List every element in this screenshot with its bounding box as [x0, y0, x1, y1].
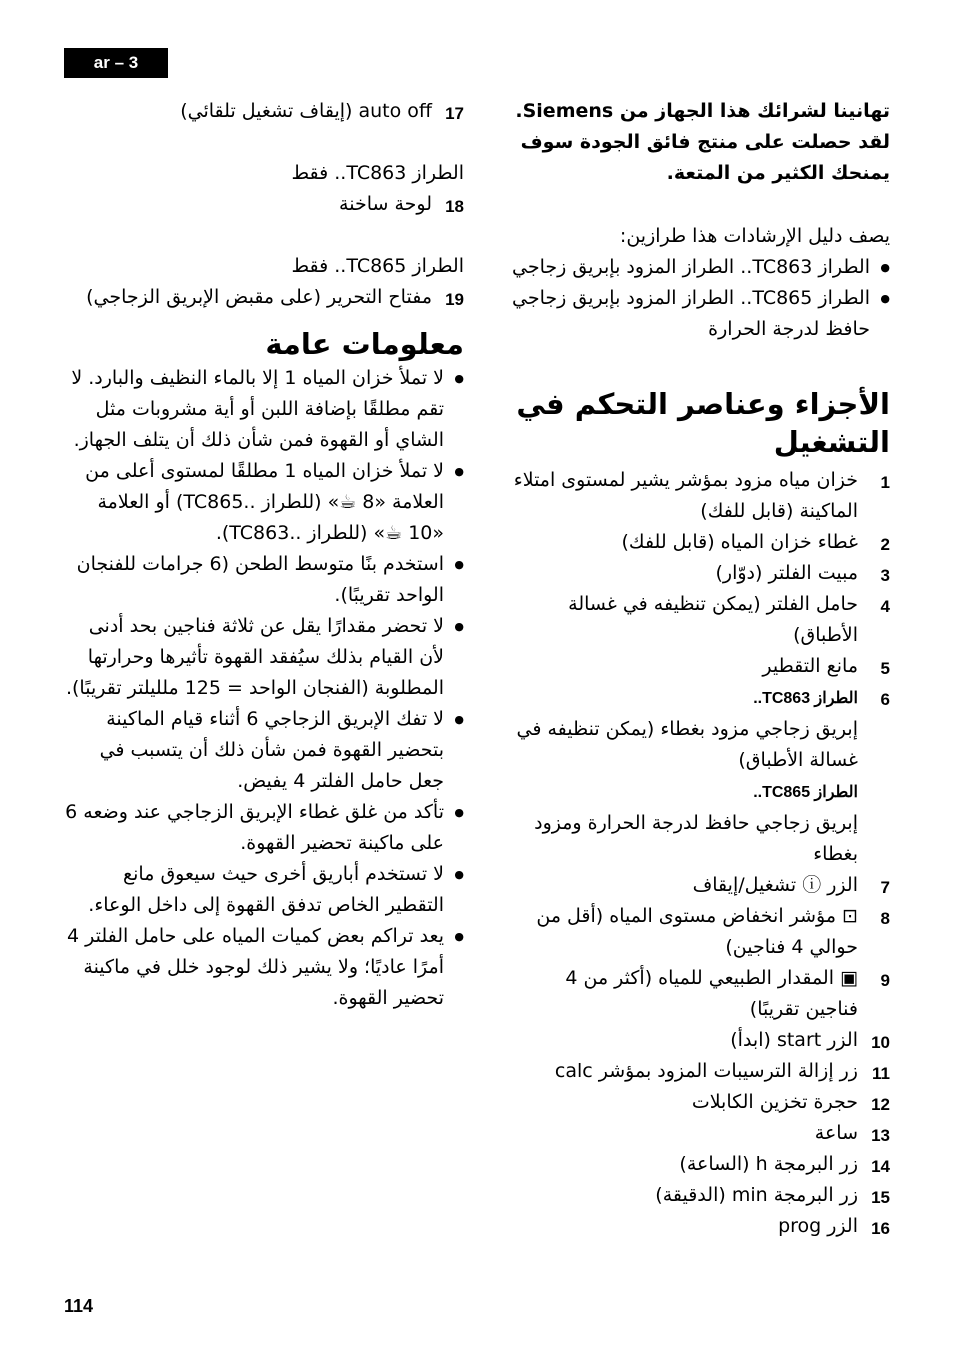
page-tag: ar – 3 [64, 48, 168, 78]
part-item [510, 776, 890, 808]
part-number: 19 [445, 290, 464, 309]
section-heading-parts: الأجزاء وعناصر التحكم في التشغيل [516, 387, 890, 459]
list-item: ● لا تفك الإبريق الزجاجي 6 أثناء قيام الماكينة بتحضير القهوة فمن شأن ذلك أن يتسبب في جعل حامل الفلتر 4 يفيض. [60, 704, 464, 797]
part-number: 8 [880, 909, 890, 928]
part-number: 11 [872, 1064, 890, 1083]
part-text: مفتاح التحرير (على مقبض الإبريق الزجاجي) [86, 286, 432, 308]
part-number: 14 [871, 1157, 890, 1176]
list-item: ● لا تملأ خزان المياه 1 مطلقًا لمستوى أعلى من العلامة «8 ☕» (للطراز ..TC865) أو العلامة «10 ☕» (للطراز ..TC863). [60, 456, 464, 549]
part-number: 12 [871, 1095, 890, 1114]
part-item [510, 1087, 890, 1118]
part-number: 5 [880, 659, 890, 678]
parts-list-continued [60, 282, 464, 313]
list-item: ● تأكد من غلق غطاء الإبريق الزجاجي عند وضعه 6 على ماكينة تحضير القهوة. [60, 797, 464, 859]
part-item [510, 527, 890, 558]
intro-line: لقد حصلت على منتج فائق الجودة سوف [520, 131, 890, 153]
part-number: 3 [880, 566, 890, 585]
part-number: 10 [871, 1033, 890, 1052]
part-item [60, 282, 464, 313]
list-item: ● يعد تراكم بعض كميات المياه على حامل الفلتر 4 أمرًا عاديًا؛ ولا يشير ذلك لوجود خلل في ماكينة تحضير القهوة. [60, 921, 464, 1014]
general-info-list [60, 363, 464, 1014]
left-column [60, 96, 464, 1014]
part-number: 15 [871, 1188, 890, 1207]
part-item [510, 1211, 890, 1242]
part-item [510, 465, 890, 527]
part-item [510, 1118, 890, 1149]
parts-list [510, 465, 890, 1242]
list-item: ● استخدم بنًا متوسط الطحن (6 جرامات للفنجان الواحد تقريبًا). [60, 549, 464, 611]
list-item: ● لا تستخدم أباريق أخرى حيث سيعوق مانع التقطير الخاص تدفق القهوة إلى داخل الوعاء. [60, 859, 464, 921]
part-text: خزان مياه مزود بمؤشر يشير لمستوى امتلاء الماكينة (قابل للفك) [513, 469, 858, 522]
part-item [510, 714, 890, 776]
part-text: auto off (إيقاف تشغيل تلقائي) [180, 100, 432, 122]
part-text: الزر prog [778, 1215, 858, 1237]
part-text: الزر ⓘ تشغيل/إيقاف [692, 874, 858, 896]
part-number: 9 [880, 971, 890, 990]
model-note: الطراز TC865.. فقط [291, 255, 464, 277]
list-item: ● الطراز TC863.. الطراز المزود بإبريق زجاجي [510, 252, 890, 283]
part-text: زر البرمجة h (الساعة) [679, 1153, 858, 1175]
part-text: الطراز TC865.. [753, 784, 858, 801]
part-text: زر إزالة الترسيبات المزود بمؤشر calc [554, 1060, 858, 1082]
part-text: الزر start (ابدأ) [730, 1029, 858, 1051]
part-number: 4 [880, 597, 890, 616]
part-text: غطاء خزان المياه (قابل للفك) [621, 531, 858, 553]
part-text: إبريق زجاجي حافظ لدرجة الحرارة ومزود بغطاء [534, 812, 858, 865]
intro-line: يمنحك الكثير من المتعة. [666, 162, 890, 184]
part-text: الطراز TC863.. [753, 690, 858, 707]
part-item [510, 1180, 890, 1211]
part-item [60, 189, 464, 220]
part-item [510, 682, 890, 714]
part-text: لوحة ساخنة [339, 193, 432, 215]
part-text: مانع التقطير [762, 655, 858, 677]
part-number: 6 [880, 690, 890, 709]
parts-list-continued [60, 189, 464, 220]
list-item: ● الطراز TC865.. الطراز المزود بإبريق زجاجي حافظ لدرجة الحرارة [510, 283, 890, 345]
section-heading-general: معلومات عامة [265, 327, 464, 361]
part-item [510, 870, 890, 901]
part-item [510, 1025, 890, 1056]
list-item: ● لا تحضر مقدارًا يقل عن ثلاثة فناجين بحد أدنى لأن القيام بذلك سيُفقد القهوة تأثيرها وحرارتها المطلوبة (الفنجان الواحد = 125 ملليلتر تقريبًا). [60, 611, 464, 704]
part-item [60, 96, 464, 127]
part-text: مبيت الفلتر (دوّار) [715, 562, 858, 584]
part-text: ▣ المقدار الطبيعي للمياه (أكثر من 4 فناجين تقريبًا) [565, 967, 858, 1020]
part-number: 17 [445, 104, 464, 123]
part-number: 7 [880, 878, 890, 897]
model-note: الطراز TC863.. فقط [291, 162, 464, 184]
models-description: يصف دليل الإرشادات هذا طرازين: [619, 225, 890, 247]
part-item [510, 808, 890, 870]
part-text: ⊡ مؤشر انخفاض مستوى المياه (أقل من حوالي 4 فناجين) [536, 905, 858, 958]
part-number: 1 [880, 473, 890, 492]
part-number: 16 [871, 1219, 890, 1238]
part-text: زر البرمجة min (الدقيقة) [655, 1184, 858, 1206]
part-text: حامل الفلتر (يمكن تنظيفه في غسالة الأطباق) [568, 593, 858, 646]
part-text: حجرة تخزين الكابلات [691, 1091, 858, 1113]
part-number: 13 [871, 1126, 890, 1145]
part-item [510, 1056, 890, 1087]
models-list [510, 252, 890, 345]
part-item [510, 651, 890, 682]
part-item [510, 589, 890, 651]
part-number: 2 [880, 535, 890, 554]
part-item [510, 558, 890, 589]
list-item: ● لا تملأ خزان المياه 1 إلا بالماء النظيف والبارد. لا تقم مطلقًا بإضافة اللبن أو أية مشروبات مثل الشاي أو القهوة فمن شأن ذلك أن يتلف الجهاز. [60, 363, 464, 456]
part-number: 18 [445, 197, 464, 216]
part-text: ساعة [814, 1122, 858, 1144]
right-column [510, 96, 890, 1242]
parts-list-continued [60, 96, 464, 127]
page-number: 114 [64, 1296, 94, 1316]
part-item [510, 1149, 890, 1180]
intro-line: تهانينا لشرائك هذا الجهاز من Siemens. [515, 100, 890, 122]
part-item [510, 963, 890, 1025]
part-item [510, 901, 890, 963]
part-text: إبريق زجاجي مزود بغطاء (يمكن تنظيفه في غسالة الأطباق) [516, 718, 858, 771]
